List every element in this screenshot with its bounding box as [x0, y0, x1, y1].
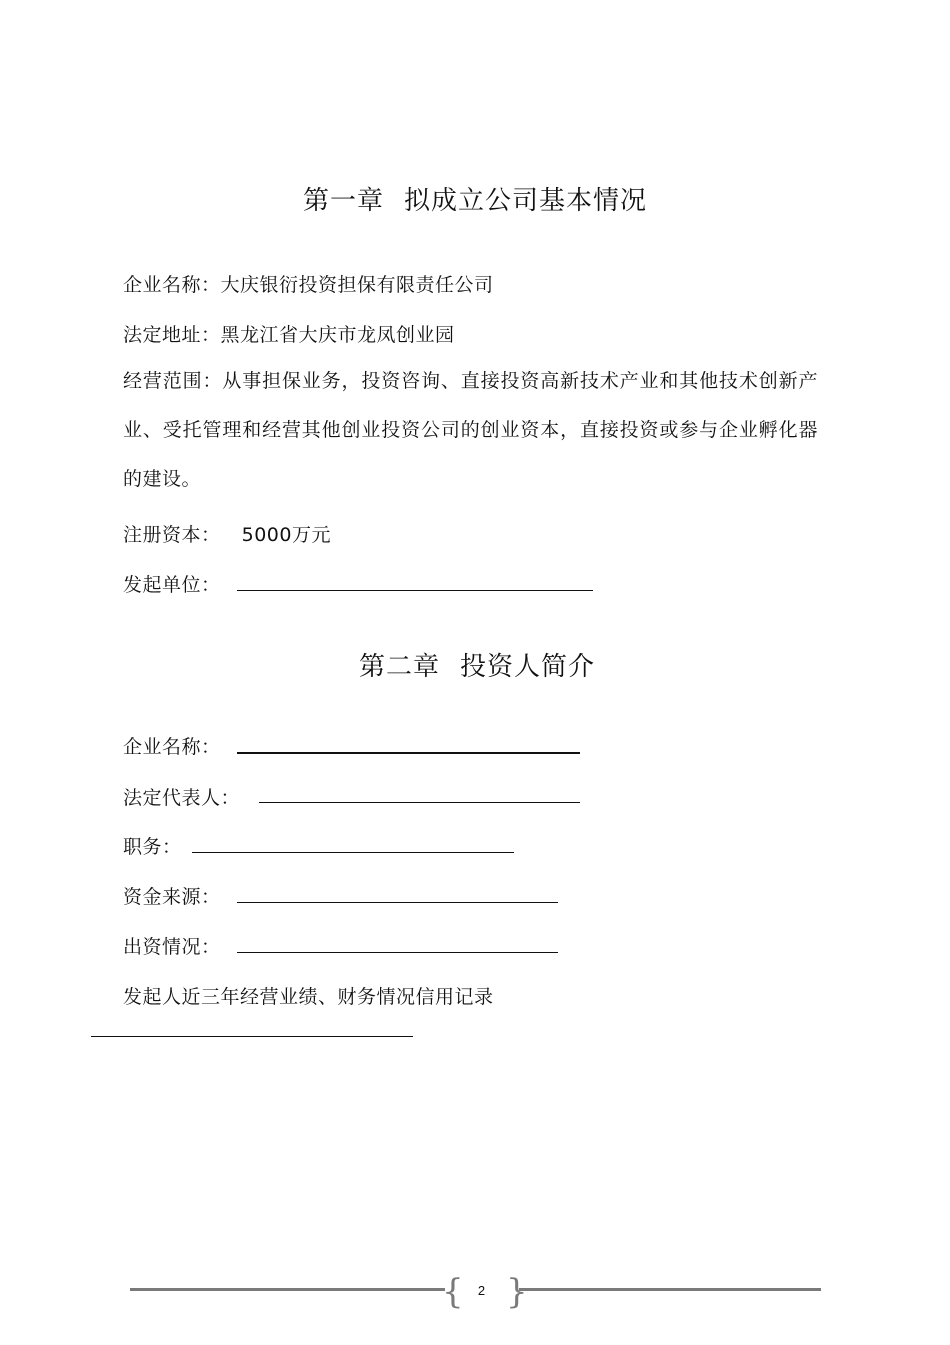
capital-unit: 万元: [291, 524, 331, 546]
footer-right-bracket-icon: }: [506, 1272, 528, 1312]
investor-company-row: [123, 732, 221, 759]
address-value: 黑龙江省大庆市龙凤创业园: [220, 324, 455, 346]
contribution-row: [123, 932, 221, 959]
position-blank-line[interactable]: [192, 852, 514, 853]
legal-rep-row: [123, 783, 240, 810]
record-blank-line[interactable]: [91, 1036, 413, 1037]
investor-company-blank-line[interactable]: [237, 752, 580, 754]
chapter1-number: 第一章: [302, 186, 384, 216]
scope-label: 经营范围：: [123, 370, 223, 392]
footer-left-bracket-icon: {: [442, 1272, 464, 1312]
company-name-row: [123, 270, 494, 297]
page-number: 2: [477, 1283, 486, 1298]
chapter2-number: 第二章: [358, 652, 440, 682]
record-row: [123, 982, 494, 1009]
chapter1-title-text: 拟成立公司基本情况: [404, 186, 648, 216]
record-label: 发起人近三年经营业绩、财务情况信用记录: [123, 986, 494, 1008]
fund-source-row: [123, 882, 221, 909]
fund-source-blank-line[interactable]: [237, 902, 558, 903]
contribution-blank-line[interactable]: [237, 952, 558, 953]
investor-company-label: 企业名称：: [123, 736, 221, 758]
fund-source-label: 资金来源：: [123, 886, 221, 908]
legal-rep-blank-line[interactable]: [259, 802, 580, 803]
legal-rep-label: 法定代表人：: [123, 787, 241, 809]
company-name-value: 大庆银衍投资担保有限责任公司: [220, 274, 494, 296]
company-name-label: 企业名称：: [123, 274, 221, 296]
sponsor-row: [123, 570, 221, 597]
capital-value: 5000: [241, 524, 292, 546]
contribution-label: 出资情况：: [123, 936, 221, 958]
position-label: 职务：: [123, 836, 182, 858]
chapter2-title-text: 投资人简介: [460, 652, 596, 682]
sponsor-blank-line[interactable]: [237, 590, 593, 591]
chapter2-title: [2, 646, 950, 683]
scope-value: 从事担保业务，投资咨询、直接投资高新技术产业和其他技术创新产业、受托管理和经营其他创业投资公司的创业资本，直接投资或参与企业孵化器的建设。: [123, 370, 818, 490]
registered-capital-row: [123, 520, 331, 547]
sponsor-label: 发起单位：: [123, 574, 221, 596]
position-row: [123, 832, 182, 859]
address-label: 法定地址：: [123, 324, 221, 346]
capital-label: 注册资本：: [123, 524, 221, 546]
chapter1-title: [0, 180, 950, 217]
business-scope-row: [123, 357, 818, 504]
address-row: [123, 320, 455, 347]
